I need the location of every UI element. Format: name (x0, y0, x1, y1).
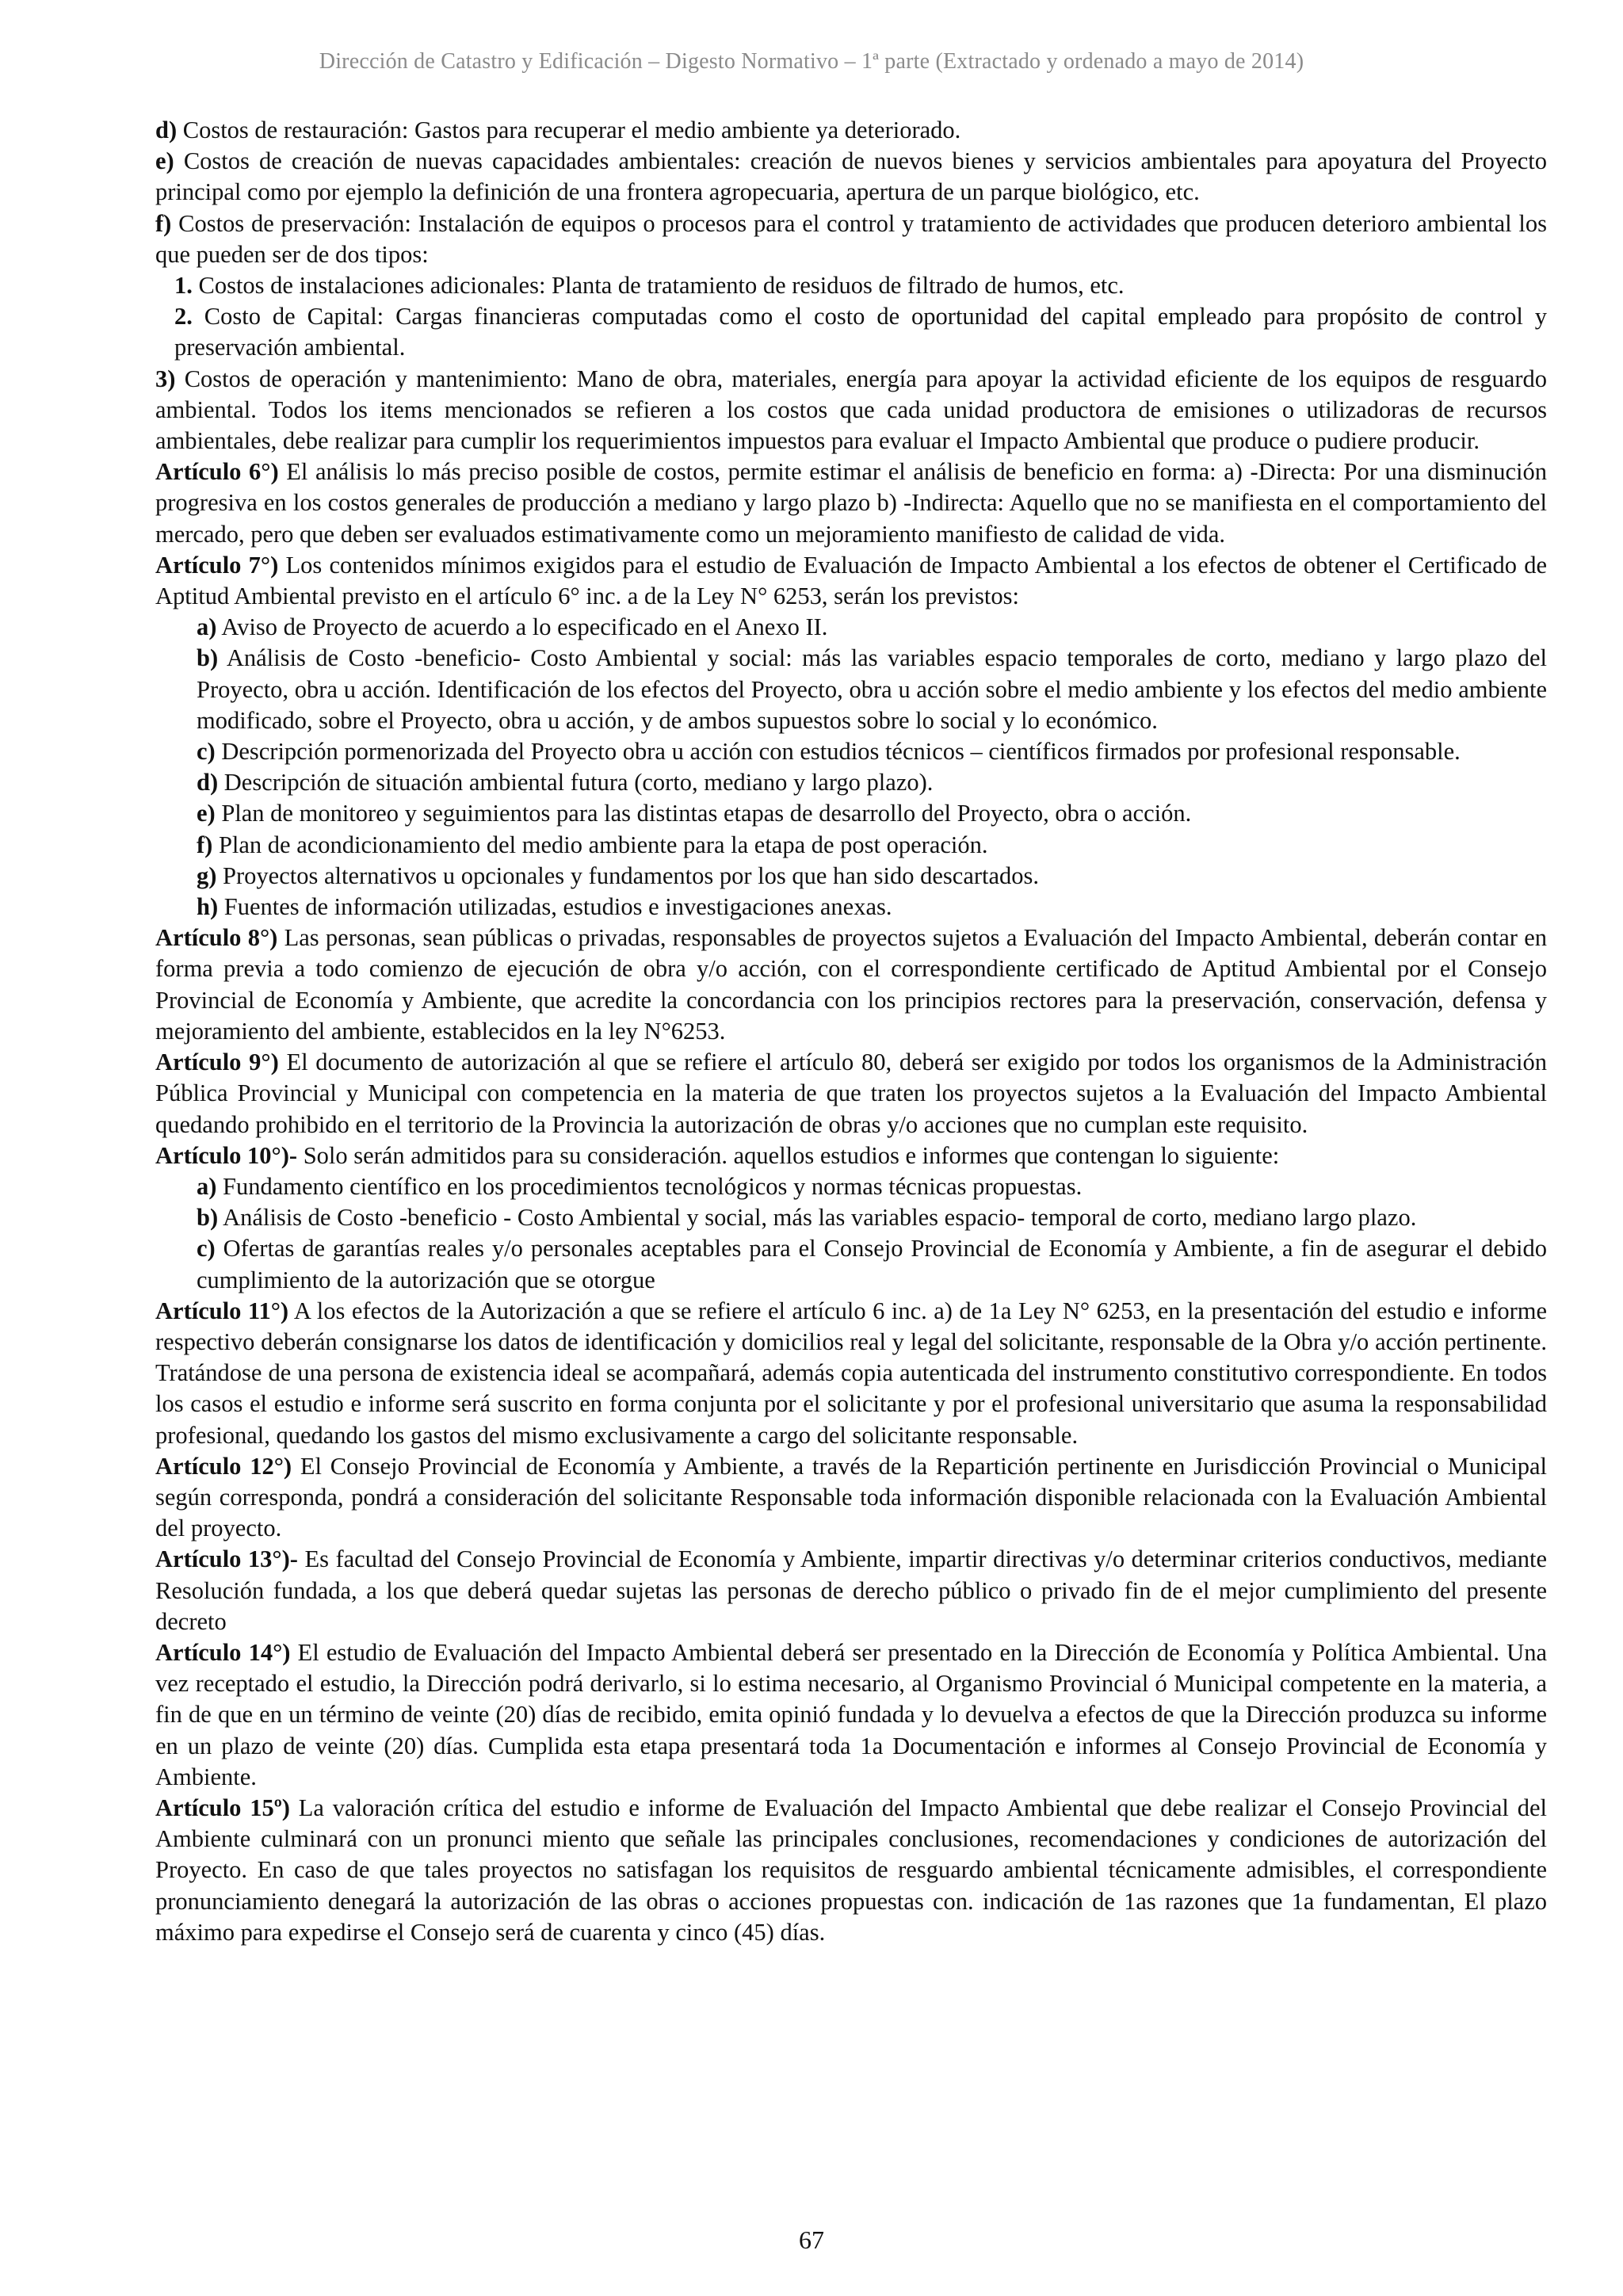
list-item (155, 736, 1547, 767)
list-item (155, 830, 1547, 861)
article-text: El Consejo Provincial de Economía y Ambiente, a través de la Repartición pertinente en Jurisdicción Provincial o Municipal según corresponda, pondrá a consideración del solicitante Responsable toda información disponible relacionada con la Evaluación Ambiental del proyecto. (155, 1452, 1547, 1542)
page-number: 67 (799, 2225, 824, 2254)
list-item-text: Fuentes de información utilizadas, estudios e investigaciones anexas. (218, 893, 892, 921)
article-label: Artículo 7°) (155, 551, 279, 579)
list-item-label: 2. (174, 303, 193, 330)
list-item (155, 643, 1547, 736)
list-item-text: Costos de instalaciones adicionales: Planta de tratamiento de residuos de filtrado de humos, etc. (192, 272, 1125, 300)
article-label: Artículo 14°) (155, 1638, 291, 1666)
list-item-text: Ofertas de garantías reales y/o personales aceptables para el Consejo Provincial de Economía y Ambiente, a fin de asegurar el debido cumplimiento de la autorización que se otorgue (197, 1235, 1547, 1293)
paragraph-text: Costos de creación de nuevas capacidades ambientales: creación de nuevos bienes y servicios ambientales para apoyatura del Proyecto principal como por ejemplo la definición de una frontera agropecuaria, apertura de un parque biológico, etc. (155, 147, 1547, 206)
article-text: Las personas, sean públicas o privadas, responsables de proyectos sujetos a Evaluación del Impacto Ambiental, deberán contar en forma previa a todo comienzo de ejecución de obra y/o acción, con el correspondiente certificado de Aptitud Ambiental por el Consejo Provincial de Economía y Ambiente, que acredite la concordancia con los principios rectores para la preservación, conservación, defensa y mejoramiento del ambiente, establecidos en la ley N°6253. (155, 924, 1547, 1045)
paragraph-text: Costos de operación y mantenimiento: Mano de obra, materiales, energía para apoyar la actividad eficiente de los equipos de resguardo ambiental. Todos los items mencionados se refieren a los costos que cada unidad productora de emisiones o utilizadoras de recursos ambientales, debe realizar para cumplir los requerimientos impuestos para evaluar el Impacto Ambiental que produce o pudiere producir. (155, 365, 1547, 455)
paragraph-label: e) (155, 147, 174, 175)
article-label: Artículo 6°) (155, 458, 279, 486)
list-item-text: Plan de acondicionamiento del medio ambiente para la etapa de post operación. (212, 831, 988, 858)
list-item-label: b) (197, 644, 219, 672)
article-label: Artículo 11°) (155, 1297, 289, 1324)
article-label: Artículo 13°)- (155, 1545, 298, 1573)
list-item-text: Plan de monitoreo y seguimientos para las distintas etapas de desarrollo del Proyecto, obra o acción. (215, 800, 1192, 827)
list-item (155, 1202, 1547, 1233)
article-7 (155, 550, 1547, 612)
list-item-text: Análisis de Costo -beneficio - Costo Ambiental y social, más las variables espacio- temporal de corto, mediano largo plazo. (218, 1204, 1417, 1232)
article-label: Artículo 12°) (155, 1452, 292, 1480)
paragraph-label: 3) (155, 365, 176, 392)
article-label: Artículo 15º) (155, 1794, 290, 1821)
article-8 (155, 923, 1547, 1047)
list-item (155, 301, 1547, 363)
article-15 (155, 1793, 1547, 1948)
article-text: El documento de autorización al que se refiere el artículo 80, deberá ser exigido por todos los organismos de la Administración Pública Provincial y Municipal con competencia en la materia de que traten los proyectos sujetos a la Evaluación del Impacto Ambiental quedando prohibido en el territorio de la Provincia la autorización de obras y/o acciones que no cumplan este requisito. (155, 1049, 1547, 1138)
article-text: El estudio de Evaluación del Impacto Ambiental deberá ser presentado en la Dirección de Economía y Política Ambiental. Una vez receptado el estudio, la Dirección podrá derivarlo, si lo estima necesario, al Organismo Provincial ó Municipal competente en la materia, a fin de que en un término de veinte (20) días de recibido, emita opinió fundada y lo devuelva a efectos de que la Dirección produzca su informe en un plazo de veinte (20) días. Cumplida esta etapa presentará toda 1a Documentación e informes al Consejo Provincial de Economía y Ambiente. (155, 1638, 1547, 1790)
list-item-text: Análisis de Costo -beneficio- Costo Ambiental y social: más las variables espacio temporales de corto, mediano y largo plazo del Proyecto, obra u acción. Identificación de los efectos del Proyecto, obra u acción sobre el medio ambiente y los efectos del medio ambiente modificado, sobre el Proyecto, obra u acción, y de ambos supuestos sobre lo social y lo económico. (197, 644, 1547, 734)
list-item-text: Descripción pormenorizada del Proyecto obra u acción con estudios técnicos – científicos firmados por profesional responsable. (215, 738, 1461, 766)
article-label: Artículo 10°)- (155, 1141, 298, 1169)
paragraph-label: d) (155, 117, 178, 143)
article-14 (155, 1637, 1547, 1793)
article-11 (155, 1296, 1547, 1451)
paragraph (155, 208, 1547, 270)
list-item (155, 270, 1547, 301)
list-item-label: b) (197, 1204, 219, 1232)
article-9 (155, 1047, 1547, 1140)
article-12 (155, 1451, 1547, 1545)
article-text: La valoración crítica del estudio e informe de Evaluación del Impacto Ambiental que debe realizar el Consejo Provincial del Ambiente culminará con un pronunci miento que señale las principales conclusiones, recomendaciones y condiciones de autorización del Proyecto. En caso de que tales proyectos no satisfagan los requisitos de resguardo ambiental técnicamente admisibles, el correspondiente pronunciamiento denegará la autorización de las obras o acciones propuestas con. indicación de 1as razones que 1a fundamentan, El plazo máximo para expedirse el Consejo será de cuarenta y cinco (45) días. (155, 1794, 1547, 1946)
article-text: El análisis lo más preciso posible de costos, permite estimar el análisis de beneficio en forma: a) -Directa: Por una disminución progresiva en los costos generales de producción a mediano y largo plazo b) -Indirecta: Aquello que no se manifiesta en el comportamiento del mercado, pero que deben ser evaluados estimativamente como un mejoramiento manifiesto de calidad de vida. (155, 458, 1548, 548)
list-item (155, 1233, 1547, 1295)
list-item (155, 1171, 1547, 1202)
list-item-text: Fundamento científico en los procedimientos tecnológicos y normas técnicas propuestas. (216, 1172, 1083, 1200)
list-item (155, 767, 1547, 798)
article-text: A los efectos de la Autorización a que se refiere el artículo 6 inc. a) de 1a Ley N° 6253, en la presentación del estudio e informe respectivo deberán consignarse los datos de identificación y domicilios real y legal del solicitante, responsable de la Obra y/o acción pertinente. Tratándose de una persona de existencia ideal se acompañará, además copia autenticada del instrumento constitutivo correspondiente. En todos los casos el estudio e informe será suscrito en forma conjunta por el solicitante y por el profesional universitario que asuma la responsabilidad profesional, quedando los gastos del mismo exclusivamente a cargo del solicitante responsable. (155, 1297, 1548, 1449)
list-item-text: Descripción de situación ambiental futura (corto, mediano y largo plazo). (218, 769, 934, 797)
paragraph-text: Costos de restauración: Gastos para recuperar el medio ambiente ya deteriorado. (177, 117, 961, 143)
article-10 (155, 1140, 1547, 1171)
list-item-text: Costo de Capital: Cargas financieras computadas como el costo de oportunidad del capital empleado para propósito de control y preservación ambiental. (174, 303, 1547, 361)
paragraph (155, 146, 1547, 208)
article-text: Solo serán admitidos para su consideración. aquellos estudios e informes que contengan lo siguiente: (297, 1141, 1280, 1169)
list-item-label: h) (197, 893, 219, 921)
article-label: Artículo 8°) (155, 924, 278, 952)
paragraph (155, 364, 1547, 457)
list-item-label: c) (197, 738, 216, 766)
list-item-label: a) (197, 613, 217, 641)
list-item-label: d) (197, 769, 219, 797)
list-item-label: e) (197, 800, 216, 827)
paragraph (155, 115, 1547, 146)
article-text: Los contenidos mínimos exigidos para el estudio de Evaluación de Impacto Ambiental a los efectos de obtener el Certificado de Aptitud Ambiental previsto en el artículo 6° inc. a de la Ley N° 6253, serán los previstos: (155, 551, 1547, 610)
body-text (155, 115, 1547, 1948)
article-text: Es facultad del Consejo Provincial de Economía y Ambiente, impartir directivas y/o determinar criterios conductivos, mediante Resolución fundada, a los que deberá quedar sujetas las personas de derecho público o privado fin de el mejor cumplimiento del presente decreto (155, 1545, 1547, 1635)
list-item-label: f) (197, 831, 213, 858)
article-label: Artículo 9°) (155, 1049, 279, 1076)
list-item-label: c) (197, 1235, 216, 1263)
list-item-label: 1. (174, 272, 193, 300)
list-item (155, 612, 1547, 643)
paragraph-label: f) (155, 209, 172, 237)
list-item (155, 798, 1547, 829)
list-item-label: g) (197, 861, 217, 889)
article-6 (155, 457, 1547, 550)
list-item-text: Aviso de Proyecto de acuerdo a lo especificado en el Anexo II. (216, 613, 828, 641)
article-13 (155, 1544, 1547, 1637)
list-item (155, 892, 1547, 923)
running-header: Dirección de Catastro y Edificación – Digesto Normativo – 1ª parte (Extractado y ordenado a mayo de 2014) (319, 49, 1304, 74)
list-item (155, 861, 1547, 892)
list-item-label: a) (197, 1172, 217, 1200)
list-item-text: Proyectos alternativos u opcionales y fundamentos por los que han sido descartados. (216, 861, 1040, 889)
paragraph-text: Costos de preservación: Instalación de equipos o procesos para el control y tratamiento de actividades que producen deterioro ambiental los que pueden ser de dos tipos: (155, 209, 1547, 268)
